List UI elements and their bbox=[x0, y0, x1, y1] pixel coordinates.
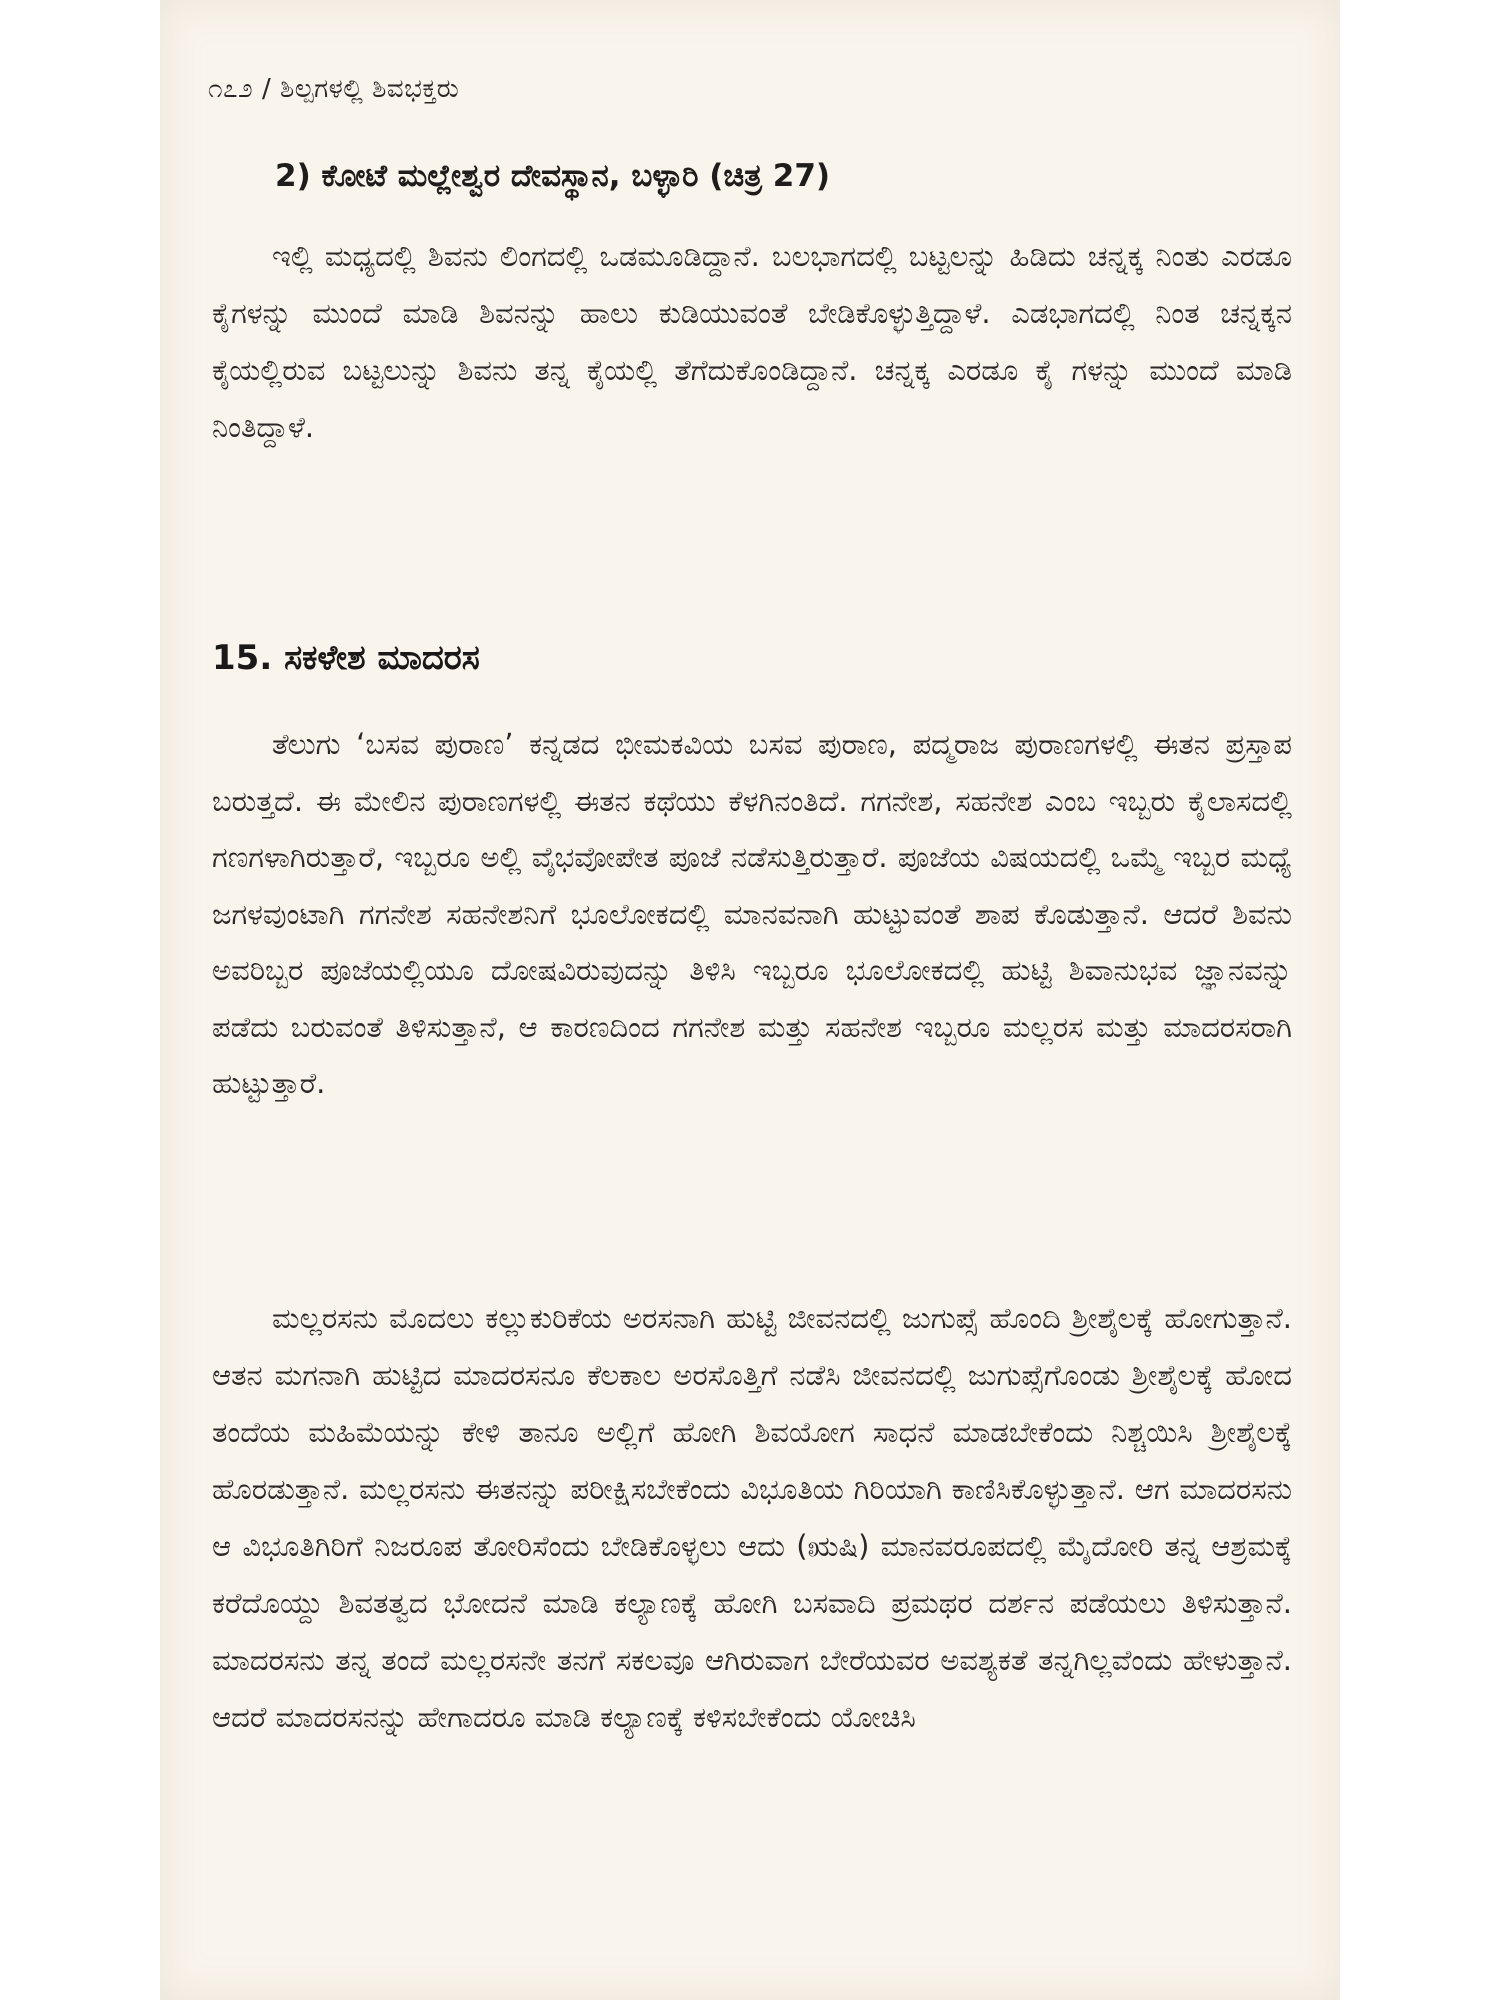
chapter-heading: 15. ಸಕಳೇಶ ಮಾದರಸ bbox=[212, 638, 480, 678]
subsection-heading: 2) ಕೋಟೆ ಮಲ್ಲೇಶ್ವರ ದೇವಸ್ಥಾನ, ಬಳ್ಳಾರಿ (ಚಿತ್ರ 27) bbox=[275, 158, 831, 194]
chapter-paragraph-1: ತೆಲುಗು ‘ಬಸವ ಪುರಾಣ’ ಕನ್ನಡದ ಭೀಮಕವಿಯ ಬಸವ ಪುರಾಣ, ಪದ್ಮರಾಜ ಪುರಾಣಗಳಲ್ಲಿ ಈತನ ಪ್ರಸ್ತಾಪ ಬರುತ್ತದೆ. ಈ ಮೇಲಿನ ಪುರಾಣಗಳಲ್ಲಿ ಈತನ ಕಥೆಯು ಕೆಳಗಿನಂತಿದೆ. ಗಗನೇಶ, ಸಹನೇಶ ಎಂಬ ಇಬ್ಬರು ಕೈಲಾಸದಲ್ಲಿ ಗಣಗಳಾಗಿರುತ್ತಾರೆ, ಇಬ್ಬರೂ ಅಲ್ಲಿ ವೈಭವೋಪೇತ ಪೂಜೆ ನಡೆಸುತ್ತಿರುತ್ತಾರೆ. ಪೂಜೆಯ ವಿಷಯದಲ್ಲಿ ಒಮ್ಮೆ ಇಬ್ಬರ ಮಧ್ಯೆ ಜಗಳವುಂಟಾಗಿ ಗಗನೇಶ ಸಹನೇಶನಿಗೆ ಭೂಲೋಕದಲ್ಲಿ ಮಾನವನಾಗಿ ಹುಟ್ಟುವಂತೆ ಶಾಪ ಕೊಡುತ್ತಾನೆ. ಆದರೆ ಶಿವನು ಅವರಿಬ್ಬರ ಪೂಜೆಯಲ್ಲಿಯೂ ದೋಷವಿರುವುದನ್ನು ತಿಳಿಸಿ ಇಬ್ಬರೂ ಭೂಲೋಕದಲ್ಲಿ ಹುಟ್ಟಿ ಶಿವಾನುಭವ ಜ್ಞಾನವನ್ನು ಪಡೆದು ಬರುವಂತೆ ತಿಳಿಸುತ್ತಾನೆ, ಆ ಕಾರಣದಿಂದ ಗಗನೇಶ ಮತ್ತು ಸಹನೇಶ ಇಬ್ಬರೂ ಮಲ್ಲರಸ ಮತ್ತು ಮಾದರಸರಾಗಿ ಹುಟ್ಟುತ್ತಾರೆ. bbox=[212, 727, 1292, 1100]
running-header: ೧೭೨ / ಶಿಲ್ಪಗಳಲ್ಲಿ ಶಿವಭಕ್ತರು bbox=[208, 74, 460, 104]
book-page bbox=[160, 0, 1340, 2000]
subsection-paragraph: ಇಲ್ಲಿ ಮಧ್ಯದಲ್ಲಿ ಶಿವನು ಲಿಂಗದಲ್ಲಿ ಒಡಮೂಡಿದ್ದಾನೆ. ಬಲಭಾಗದಲ್ಲಿ ಬಟ್ಟಲನ್ನು ಹಿಡಿದು ಚನ್ನಕ್ಕ ನಿಂತು ಎರಡೂ ಕೈಗಳನ್ನು ಮುಂದೆ ಮಾಡಿ ಶಿವನನ್ನು ಹಾಲು ಕುಡಿಯುವಂತೆ ಬೇಡಿಕೊಳ್ಳುತ್ತಿದ್ದಾಳೆ. ಎಡಭಾಗದಲ್ಲಿ ನಿಂತ ಚನ್ನಕ್ಕನ ಕೈಯಲ್ಲಿರುವ ಬಟ್ಟಲುನ್ನು ಶಿವನು ತನ್ನ ಕೈಯಲ್ಲಿ ತೆಗೆದುಕೊಂಡಿದ್ದಾನೆ. ಚನ್ನಕ್ಕ ಎರಡೂ ಕೈ ಗಳನ್ನು ಮುಂದೆ ಮಾಡಿ ನಿಂತಿದ್ದಾಳೆ. bbox=[212, 239, 1292, 444]
chapter-paragraph-2: ಮಲ್ಲರಸನು ಮೊದಲು ಕಲ್ಲುಕುರಿಕೆಯ ಅರಸನಾಗಿ ಹುಟ್ಟಿ ಜೀವನದಲ್ಲಿ ಜುಗುಪ್ಸೆ ಹೊಂದಿ ಶ್ರೀಶೈಲಕ್ಕೆ ಹೋಗುತ್ತಾನೆ. ಆತನ ಮಗನಾಗಿ ಹುಟ್ಟಿದ ಮಾದರಸನೂ ಕೆಲಕಾಲ ಅರಸೊತ್ತಿಗೆ ನಡೆಸಿ ಜೀವನದಲ್ಲಿ ಜುಗುಪ್ಸೆಗೊಂಡು ಶ್ರೀಶೈಲಕ್ಕೆ ಹೋದ ತಂದೆಯ ಮಹಿಮೆಯನ್ನು ಕೇಳಿ ತಾನೂ ಅಲ್ಲಿಗೆ ಹೋಗಿ ಶಿವಯೋಗ ಸಾಧನೆ ಮಾಡಬೇಕೆಂದು ನಿಶ್ಚಯಿಸಿ ಶ್ರೀಶೈಲಕ್ಕೆ ಹೊರಡುತ್ತಾನೆ. ಮಲ್ಲರಸನು ಈತನನ್ನು ಪರೀಕ್ಷಿಸಬೇಕೆಂದು ವಿಭೂತಿಯ ಗಿರಿಯಾಗಿ ಕಾಣಿಸಿಕೊಳ್ಳುತ್ತಾನೆ. ಆಗ ಮಾದರಸನು ಆ ವಿಭೂತಿಗಿರಿಗೆ ನಿಜರೂಪ ತೋರಿಸೆಂದು ಬೇಡಿಕೊಳ್ಳಲು ಆದು (ಋಷಿ) ಮಾನವರೂಪದಲ್ಲಿ ಮೈದೋರಿ ತನ್ನ ಆಶ್ರಮಕ್ಕೆ ಕರೆದೊಯ್ದು ಶಿವತತ್ವದ ಭೋದನೆ ಮಾಡಿ ಕಲ್ಯಾಣಕ್ಕೆ ಹೋಗಿ ಬಸವಾದಿ ಪ್ರಮಥರ ದರ್ಶನ ಪಡೆಯಲು ತಿಳಿಸುತ್ತಾನೆ. ಮಾದರಸನು ತನ್ನ ತಂದೆ ಮಲ್ಲರಸನೇ ತನಗೆ ಸಕಲವೂ ಆಗಿರುವಾಗ ಬೇರೆಯವರ ಅವಶ್ಯಕತೆ ತನ್ನಗಿಲ್ಲವೆಂದು ಹೇಳುತ್ತಾನೆ. ಆದರೆ ಮಾದರಸನನ್ನು ಹೇಗಾದರೂ ಮಾಡಿ ಕಲ್ಯಾಣಕ್ಕೆ ಕಳಿಸಬೇಕೆಂದು ಯೋಚಿಸಿ bbox=[212, 1301, 1292, 1734]
